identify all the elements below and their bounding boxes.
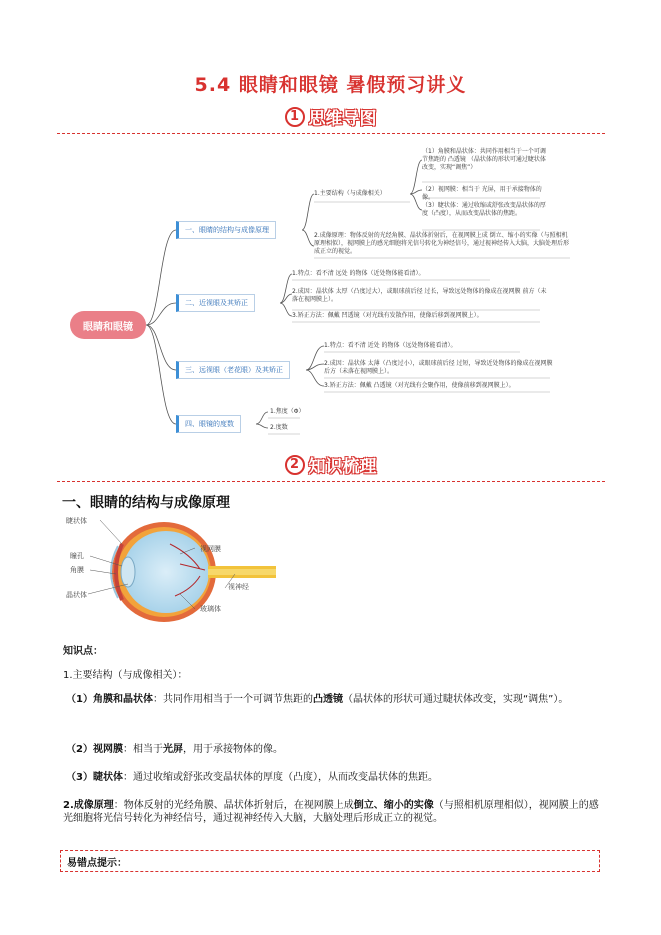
mindmap-sub-structure: 1.主要结构（与成像相关） (314, 190, 386, 197)
paragraph-principle (63, 800, 603, 825)
mindmap-leaf: 1.特点：看不清 远处 的物体（近处物体能看清）。 (292, 270, 425, 277)
text: （与照相机原理相似），视网膜上的感光细胞将光信号转化为神经信号，通过视神经传入大脑，大脑处理后形成正立的视觉。 (63, 800, 599, 824)
text: ：物体反射的光经角膜、晶状体折射后，在视网膜上成 (113, 800, 354, 811)
branch-lens-power: 四、眼镜的度数 (176, 415, 241, 433)
label-ciliary: 睫状体 (66, 517, 87, 525)
mindmap-leaf: 2.度数 (270, 424, 288, 431)
paragraph-cornea-lens (66, 694, 606, 707)
eye-diagram (60, 514, 280, 632)
section-number: 2 (285, 455, 305, 475)
keyword: 倒立、缩小的实像 (353, 800, 434, 811)
section-header-mindmap (0, 104, 661, 130)
page-title: 5.4 眼睛和眼镜 暑假预习讲义 (194, 74, 467, 96)
branch-structure: 一、眼睛的结构与成像原理 (176, 221, 276, 239)
term: 2.成像原理 (63, 800, 114, 811)
item-1-title: 1.主要结构（与成像相关）： (63, 670, 188, 681)
divider (57, 481, 605, 482)
section-label: 知识梳理 (308, 457, 377, 477)
mindmap-leaf: 3.矫正方法：佩戴 凸透镜（对光线有会聚作用，使像前移到视网膜上）。 (324, 382, 515, 389)
keyword: 凸透镜 (312, 694, 343, 705)
paragraph-retina (66, 744, 283, 757)
label-lens: 晶状体 (66, 591, 87, 599)
section-label: 思维导图 (308, 109, 377, 129)
branch-myopia: 二、近视眼及其矫正 (176, 294, 255, 312)
label-optic-nerve: 视神经 (228, 583, 249, 591)
paragraph-ciliary (66, 772, 438, 785)
text: ：相当于 (122, 744, 163, 755)
term: （1）角膜和晶状体 (66, 694, 153, 705)
mindmap-leaf: 1.焦度（Φ） (270, 408, 305, 415)
mindmap-sub-principle: 2.成像原理：物体反射的光经角膜、晶状体折射后，在视网膜上成 倒立、缩小的实像（与照相机原理相似），视网膜上的感光细胞将光信号转化为神经信号，通过视神经传入大脑，大脑处理后形成正立的视觉。 (314, 232, 570, 256)
mindmap-root: 眼睛和眼镜 (70, 311, 146, 339)
branch-hyperopia: 三、远视眼（老花眼）及其矫正 (176, 361, 290, 379)
knowledge-point-title: 知识点： (63, 646, 103, 657)
mindmap-leaf: 3.矫正方法：佩戴 凹透镜（对光线有发散作用，使像后移到视网膜上）。 (292, 312, 483, 319)
text: ，用于承接物体的像。 (182, 744, 283, 755)
keyword: 光屏 (162, 744, 183, 755)
heading-eye-structure: 一、眼睛的结构与成像原理 (62, 495, 230, 511)
label-pupil: 瞳孔 (70, 552, 84, 560)
mindmap-leaf: 2.成因：晶状体 太厚（凸度过大），或眼球前后径 过长，导致远处物体的像成在视网膜 前方（未落在视网膜上）。 (292, 288, 547, 304)
mindmap-leaf: 1.特点：看不清 近处 的物体（远处物体能看清）。 (324, 342, 457, 349)
label-cornea: 角膜 (70, 566, 84, 574)
text: ：共同作用相当于一个可调节焦距的 (152, 694, 313, 705)
divider (57, 133, 605, 134)
mind-map (70, 146, 610, 441)
error-hint-title: 易错点提示： (67, 858, 127, 869)
mindmap-leaf: （1）角膜和晶状体：共同作用相当于一个可调节焦距的 凸透镜 （晶状体的形状可通过睫状体改变，实现“调焦”） (422, 148, 546, 172)
label-vitreous: 玻璃体 (200, 605, 221, 613)
error-hint-box (60, 850, 600, 872)
section-header-knowledge (0, 452, 661, 478)
mindmap-leaf: （3）睫状体：通过收缩或舒张改变晶状体的厚度（凸度），从而改变晶状体的焦距。 (422, 202, 546, 218)
mindmap-leaf: （2）视网膜：相当于 光屏，用于承接物体的像。 (422, 186, 542, 202)
text: （晶状体的形状可通过睫状体改变，实现“调焦”）。 (342, 694, 569, 705)
section-number: 1 (285, 107, 305, 127)
label-retina: 视网膜 (200, 545, 221, 553)
text: ：通过收缩或舒张改变晶状体的厚度（凸度），从而改变晶状体的焦距。 (122, 772, 438, 783)
eye-illustration (60, 514, 280, 632)
term: （2）视网膜 (66, 744, 123, 755)
term: （3）睫状体 (66, 772, 123, 783)
mindmap-leaf: 2.成因：晶状体 太薄（凸度过小），或眼球前后径 过短，导致近处物体的像成在视网膜 后方（未落在视网膜上）。 (324, 360, 553, 376)
